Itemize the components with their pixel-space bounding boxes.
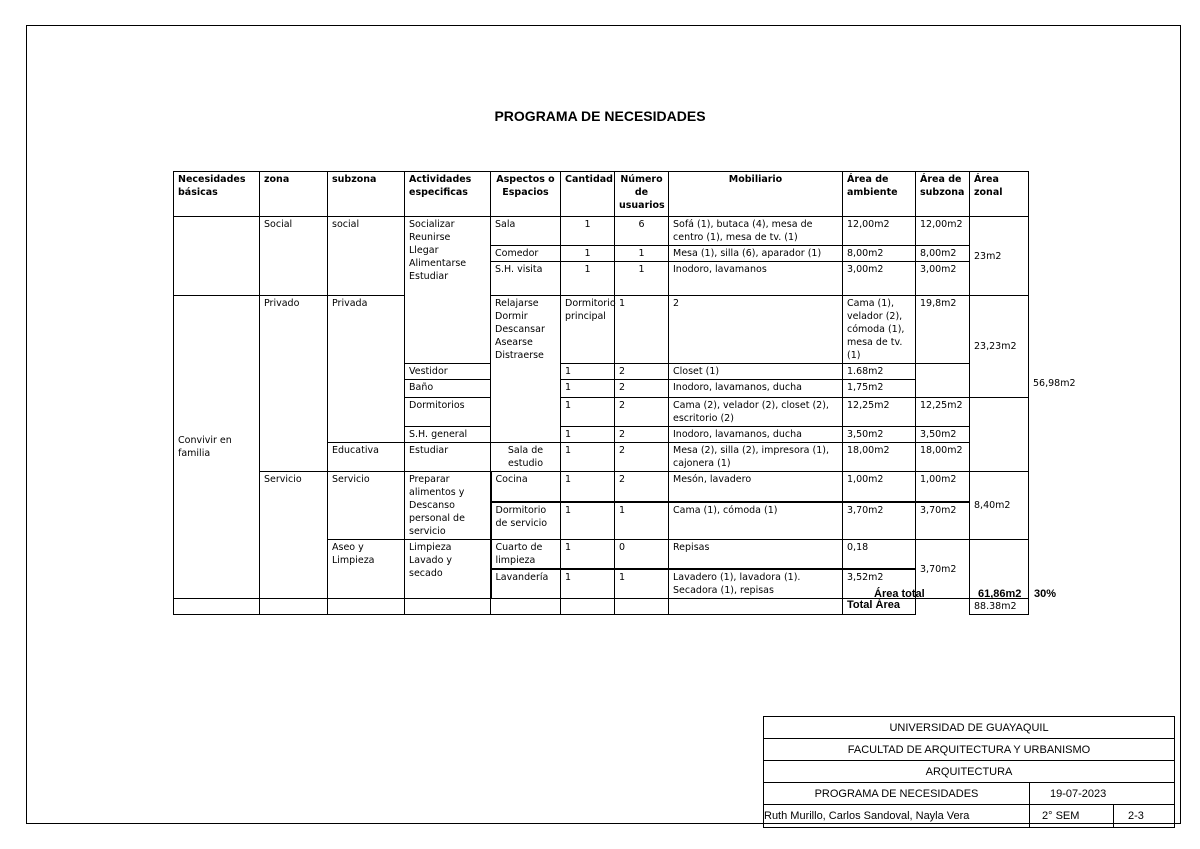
furniture-cell: Mesa (1), silla (6), aparador (1) <box>669 246 843 262</box>
ambient-area-cell: 0,18 <box>843 540 916 570</box>
furniture-cell: Inodoro, lavamanos, ducha <box>669 427 843 443</box>
users-cell: 1 <box>615 262 669 296</box>
quantity-cell: 1 <box>561 398 615 427</box>
furniture-cell: Closet (1) <box>669 364 843 380</box>
users-cell: 0 <box>615 540 669 570</box>
ambient-area-cell: 12,25m2 <box>843 398 916 427</box>
activities-cell: Estudiar <box>405 443 491 472</box>
subzone-area-cell: 23,23m2 <box>970 296 1029 398</box>
quantity-cell: 1 <box>615 296 669 364</box>
quantity-cell: 1 <box>561 246 615 262</box>
subzona-cell: social <box>328 217 405 296</box>
activity-item: Distraerse <box>495 350 544 361</box>
users-cell: 1 <box>615 569 669 599</box>
table-row <box>174 217 1029 246</box>
empty-cell <box>669 599 843 615</box>
space-cell: S.H. general <box>405 427 491 443</box>
furniture-cell: Lavadero (1), lavadora (1). Secadora (1), repisas <box>669 569 843 599</box>
activity-item: Dormir <box>495 311 528 322</box>
activity-item: Alimentarse <box>409 258 467 269</box>
space-cell: Dormitorio principal <box>561 296 615 364</box>
zona-cell: Social <box>260 217 328 296</box>
activity-item: Relajarse <box>495 298 539 309</box>
subzone-area-cell: 8,00m2 <box>916 246 970 262</box>
sheet-name: PROGRAMA DE NECESIDADES <box>764 783 1030 804</box>
semester: 2° SEM <box>1030 805 1114 827</box>
users-cell: 2 <box>669 296 843 364</box>
users-cell: 2 <box>615 398 669 427</box>
header-cell: Cantidad <box>561 172 615 217</box>
subzone-area-cell: 18,00m2 <box>916 443 970 472</box>
table-row: Convivir en familia Privado Privada Relajarse Dormir Descansar Asearse Distraerse Dormitorio principal 1 2 Cama (1), velador (2), cómoda (1), mesa de tv. (1) 19,8m2 23,23m2 56,98m2 <box>174 296 1029 364</box>
space-cell: Dormitorio de servicio <box>491 502 561 540</box>
space-cell: Sala <box>491 217 561 246</box>
subzone-area-cell: 3,70m2 <box>916 540 970 599</box>
ambient-area-cell: 8,00m2 <box>843 246 916 262</box>
ambient-area-cell: 3,50m2 <box>843 427 916 443</box>
ambient-area-cell: 3,52m2 <box>843 569 916 599</box>
authors: Ruth Murillo, Carlos Sandoval, Nayla Vera <box>764 805 1030 827</box>
sheet-info-row <box>764 783 1174 805</box>
furniture-cell: Inodoro, lavamanos <box>669 262 843 296</box>
users-cell: 2 <box>615 380 669 398</box>
empty-cell <box>260 599 328 615</box>
users-cell: 2 <box>615 443 669 472</box>
quantity-cell: 1 <box>561 472 615 502</box>
header-cell: zona <box>260 172 328 217</box>
header-cell: subzona <box>328 172 405 217</box>
zona-cell: Privado <box>260 296 328 472</box>
users-cell: 1 <box>615 502 669 540</box>
activity-item: Socializar <box>409 219 455 230</box>
subzona-cell: Educativa <box>328 443 405 472</box>
total-label: Total Área <box>843 599 916 615</box>
table-row <box>174 472 1029 502</box>
furniture-cell: Cama (1), velador (2), cómoda (1), mesa de tv. (1) <box>843 296 916 364</box>
subzone-area-cell: 3,70m2 <box>916 502 970 540</box>
furniture-cell: Sofá (1), butaca (4), mesa de centro (1), mesa de tv. (1) <box>669 217 843 246</box>
space-cell: Cuarto de limpieza <box>491 540 561 570</box>
furniture-cell: Cama (2), velador (2), closet (2), escritorio (2) <box>669 398 843 427</box>
necesidad-cell: Convivir en familia <box>174 296 260 599</box>
subzone-area-cell: 12,25m2 <box>916 398 970 427</box>
empty-cell <box>174 599 260 615</box>
empty-cell <box>328 599 405 615</box>
title-block <box>763 716 1175 828</box>
activity-item: Asearse <box>495 337 533 348</box>
subzona-cell: Servicio <box>328 472 405 540</box>
empty-cell <box>405 599 491 615</box>
header-cell: Necesidades básicas <box>174 172 260 217</box>
activity-item: alimentos y <box>409 487 465 498</box>
ambient-area-cell: 1,00m2 <box>843 472 916 502</box>
ambient-area-cell: 3,00m2 <box>843 262 916 296</box>
page-title: PROGRAMA DE NECESIDADES <box>494 108 706 124</box>
furniture-cell: Mesón, lavadero <box>669 472 843 502</box>
header-cell: Área de ambiente <box>843 172 916 217</box>
ambient-area-cell: 1,75m2 <box>843 380 916 398</box>
users-cell: 1 <box>615 246 669 262</box>
activity-item: Llegar <box>409 245 439 256</box>
activity-item: Lavado y secado <box>409 555 453 579</box>
quantity-cell: 1 <box>561 217 615 246</box>
activity-item: personal de <box>409 513 465 524</box>
ambient-area-cell: 18,00m2 <box>843 443 916 472</box>
space-cell: Comedor <box>491 246 561 262</box>
space-cell: Sala de estudio <box>491 443 561 472</box>
university-name: UNIVERSIDAD DE GUAYAQUIL <box>764 717 1174 739</box>
furniture-cell: Mesa (2), silla (2), impresora (1), cajonera (1) <box>669 443 843 472</box>
area-total-value: 61,86m2 <box>978 588 1022 600</box>
empty-cell <box>491 599 561 615</box>
sheet-date: 19-07-2023 <box>1050 787 1107 800</box>
space-cell: Vestidor <box>405 364 491 380</box>
subzona-cell: Aseo y Limpieza <box>328 540 405 599</box>
subzona-cell: Privada <box>328 296 405 443</box>
page-number: 2-3 <box>1128 810 1144 822</box>
activity-item: Reunirse <box>409 232 451 243</box>
empty-cell <box>174 217 260 296</box>
area-total-label: Área total <box>874 588 925 600</box>
furniture-cell: Repisas <box>669 540 843 570</box>
activities-cell <box>405 472 491 540</box>
empty-cell <box>561 599 615 615</box>
header-cell: Área zonal <box>970 172 1029 217</box>
header-cell: Mobiliario <box>669 172 843 217</box>
total-value: 88.38m2 <box>970 599 1029 615</box>
empty-cell <box>615 599 669 615</box>
users-cell: 6 <box>615 217 669 246</box>
quantity-cell: 1 <box>561 262 615 296</box>
area-total-percent: 30% <box>1034 588 1057 600</box>
header-cell: Número de usuarios <box>615 172 669 217</box>
users-cell: 2 <box>615 427 669 443</box>
subzone-area-cell: 12,00m2 <box>916 217 970 246</box>
header-row <box>174 172 1029 217</box>
subzone-area-cell: 3,00m2 <box>916 262 970 296</box>
header-cell: Área de subzona <box>916 172 970 217</box>
subzone-area-cell: 1,00m2 <box>916 472 970 502</box>
users-cell: 2 <box>615 472 669 502</box>
activity-item: Estudiar <box>409 271 449 282</box>
activities-cell <box>405 217 491 364</box>
activities-cell <box>491 296 561 443</box>
activity-item: Descansar <box>495 324 545 335</box>
authors-row <box>764 805 1174 827</box>
ambient-area-cell: 1.68m2 <box>843 364 916 380</box>
career-name: ARQUITECTURA <box>764 761 1174 783</box>
quantity-cell: 1 <box>561 443 615 472</box>
quantity-cell: 1 <box>561 380 615 398</box>
total-row <box>174 599 1029 615</box>
needs-program-table <box>173 171 1076 615</box>
activity-item: Limpieza <box>409 542 452 553</box>
space-cell: Cocina <box>491 472 561 502</box>
quantity-cell: 1 <box>561 569 615 599</box>
space-cell: S.H. visita <box>491 262 561 296</box>
zonal-area-cell: 8,40m2 <box>970 472 1029 540</box>
furniture-cell: Cama (1), cómoda (1) <box>669 502 843 540</box>
users-cell: 2 <box>615 364 669 380</box>
empty-cell <box>916 599 970 615</box>
faculty-name: FACULTAD DE ARQUITECTURA Y URBANISMO <box>764 739 1174 761</box>
quantity-cell: 1 <box>561 502 615 540</box>
ambient-area-cell: 19,8m2 <box>916 296 970 364</box>
activity-item: Preparar <box>409 474 450 485</box>
quantity-cell: 1 <box>561 540 615 570</box>
quantity-cell: 1 <box>561 364 615 380</box>
header-cell: Aspectos o Espacios <box>491 172 561 217</box>
zona-cell: Servicio <box>260 472 328 599</box>
furniture-cell: Inodoro, lavamanos, ducha <box>669 380 843 398</box>
space-cell: Lavandería <box>491 569 561 599</box>
subzone-area-cell: 3,50m2 <box>916 427 970 443</box>
quantity-cell: 1 <box>561 427 615 443</box>
space-cell: Dormitorios <box>405 398 491 427</box>
header-cell: Actividades especificas <box>405 172 491 217</box>
activity-item: Descanso <box>409 500 455 511</box>
ambient-area-cell: 12,00m2 <box>843 217 916 246</box>
ambient-area-cell: 3,70m2 <box>843 502 916 540</box>
space-cell: Baño <box>405 380 491 398</box>
activities-cell <box>405 540 491 599</box>
activity-item: servicio <box>409 526 446 537</box>
zonal-area-cell: 23m2 <box>970 217 1029 296</box>
